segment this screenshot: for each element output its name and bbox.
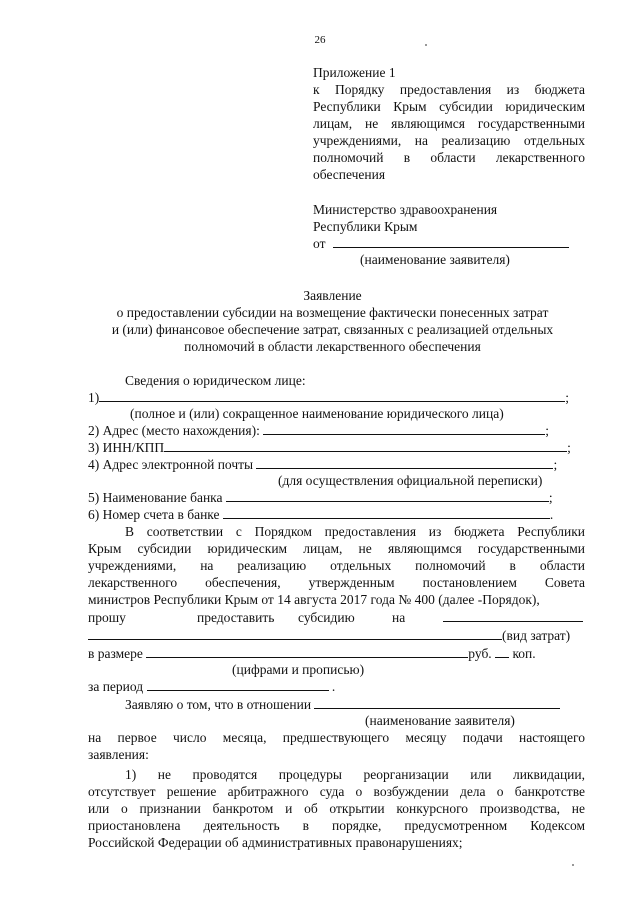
amount-field[interactable]	[146, 645, 468, 658]
page-number: 26	[314, 34, 326, 46]
statement-line: полномочий в области лекарственного обеспечения	[184, 339, 481, 354]
info-item-6-label: 6) Номер счета в банке	[88, 507, 220, 522]
cost-type-field-start	[443, 609, 583, 626]
semicolon: ;	[553, 457, 558, 472]
appendix-line: к Порядку предоставления из бюджета	[313, 82, 585, 97]
info-item-2-label: 2) Адрес (место нахождения):	[88, 423, 260, 438]
cost-type-line	[88, 627, 570, 644]
account-number-field[interactable]	[223, 506, 550, 519]
body-line: на первое число месяца, предшествующего месяцу подачи настоящего	[88, 730, 585, 745]
period-line	[88, 678, 335, 695]
email-field[interactable]	[256, 456, 553, 469]
info-item-4	[88, 456, 557, 473]
subsidy-word: субсидию	[298, 610, 355, 625]
cost-type-caption: (вид затрат)	[502, 628, 571, 643]
body-line: приостановлена деятельность в порядке, предусмотренном Кодексом	[88, 818, 585, 833]
info-item-3-label: 3) ИНН/КПП	[88, 440, 165, 455]
declare-text: Заявляю о том, что в отношении	[125, 697, 312, 712]
body-line: учреждениями, на реализацию отдельных полномочий в области	[88, 558, 585, 573]
amount-caption: (цифрами и прописью)	[232, 662, 365, 677]
provide-word: предоставить	[197, 610, 275, 625]
amount-label: в размере	[88, 646, 143, 661]
cost-type-field[interactable]	[443, 609, 583, 622]
appendix-title: Приложение 1	[313, 65, 396, 80]
scan-speck	[425, 44, 427, 46]
body-line: Крым субсидии юридическим лицам, не являющимся государственными	[88, 541, 585, 556]
semicolon: ;	[567, 440, 571, 455]
entity-name-caption: (полное и (или) сокращенное наименование юридического лица)	[130, 406, 504, 421]
body-line: лекарственного обеспечения, утвержденным постановлением Совета	[88, 575, 585, 590]
body-line: заявления:	[88, 747, 149, 762]
statement-line: и (или) финансовое обеспечение затрат, связанных с реализацией отдельных	[111, 322, 554, 337]
email-caption: (для осуществления официальной переписки)	[278, 473, 543, 488]
addressee-line: Республики Крым	[313, 219, 418, 234]
addressee-line: Министерство здравоохранения	[313, 202, 498, 217]
declare-caption: (наименование заявителя)	[365, 713, 515, 728]
period-label: за период	[88, 679, 144, 694]
from-label	[313, 235, 569, 252]
body-line: Российской Федерации об административных правонарушениях;	[88, 835, 463, 850]
body-line: 1) не проводятся процедуры реорганизации или ликвидации,	[125, 767, 585, 782]
kop-label: коп.	[512, 646, 536, 661]
appendix-line: обеспечения	[313, 167, 386, 182]
info-item-5	[88, 489, 553, 506]
semicolon: ;	[548, 490, 553, 505]
appendix-line: лицам, не являющимся государственными	[313, 116, 585, 131]
info-heading: Сведения о юридическом лице:	[125, 373, 306, 388]
appendix-line: учреждениями, на реализацию отдельных	[313, 133, 585, 148]
semicolon: ;	[545, 423, 549, 438]
info-item-6	[88, 506, 553, 523]
applicant-caption: (наименование заявителя)	[360, 252, 510, 267]
cost-type-field-continued[interactable]	[88, 627, 502, 640]
info-item-5-label: 5) Наименование банка	[88, 490, 223, 505]
info-item-1	[88, 389, 569, 406]
period: .	[549, 507, 554, 522]
on-word: на	[392, 610, 406, 625]
body-line: В соответствии с Порядком предоставления из бюджета Республики	[125, 524, 585, 539]
body-line: министров Республики Крым от 14 августа 2017 года № 400 (далее -Порядок),	[88, 592, 540, 607]
appendix-line: Республики Крым субсидии юридическим	[313, 99, 585, 114]
amount-line	[88, 645, 536, 662]
from-word: от	[313, 236, 326, 251]
rub-label: руб.	[468, 646, 492, 661]
period: .	[331, 679, 336, 694]
body-line: или о признании банкротом и об открытии конкурсного производства, не	[88, 801, 585, 816]
request-word: прошу	[88, 610, 126, 625]
info-item-1-label: 1)	[88, 390, 100, 405]
info-item-4-label: 4) Адрес электронной почты	[88, 457, 254, 472]
info-item-3	[88, 439, 571, 456]
period-field[interactable]	[147, 678, 329, 691]
scan-speck	[572, 864, 574, 866]
entity-name-field[interactable]	[99, 389, 565, 402]
inn-kpp-field[interactable]	[164, 439, 567, 452]
statement-title: Заявление	[303, 288, 362, 303]
applicant-name-field[interactable]	[333, 235, 569, 248]
bank-name-field[interactable]	[226, 489, 549, 502]
address-field[interactable]	[263, 422, 545, 435]
semicolon: ;	[565, 390, 570, 405]
declare-line	[125, 696, 560, 713]
appendix-line: полномочий в области лекарственного	[313, 150, 585, 165]
kopecks-field[interactable]	[495, 645, 509, 658]
statement-line: о предоставлении субсидии на возмещение фактически понесенных затрат	[116, 305, 549, 320]
declare-applicant-field[interactable]	[314, 696, 560, 709]
body-line: отсутствует решение арбитражного суда о возбуждении дела о банкротстве	[88, 784, 585, 799]
info-item-2	[88, 422, 549, 439]
